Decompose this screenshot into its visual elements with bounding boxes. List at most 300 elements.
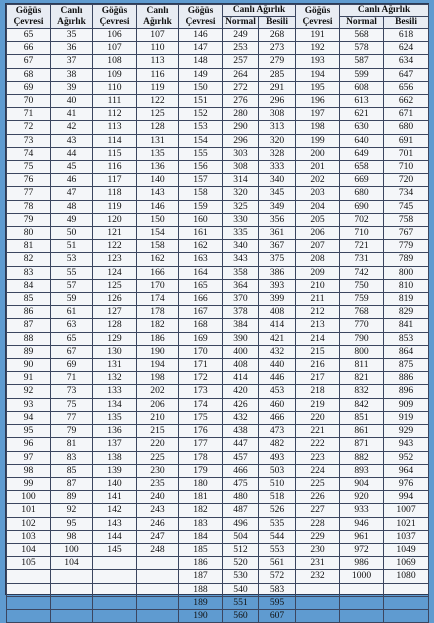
cell-chest-girth-4: 220 xyxy=(296,411,340,424)
cell-chest-girth-2: 120 xyxy=(93,213,137,226)
cell-fattened-weight-3: 296 xyxy=(259,95,296,108)
cell-chest-girth-2: 141 xyxy=(93,491,137,504)
cell-fattened-weight-3: 345 xyxy=(259,187,296,200)
cell-fattened-weight-3: 285 xyxy=(259,68,296,81)
cell-chest-girth-2 xyxy=(93,557,137,570)
cell-chest-girth-4: 192 xyxy=(296,42,340,55)
cell-live-weight-1: 71 xyxy=(51,372,93,385)
table-row xyxy=(7,372,429,385)
cell-chest-girth-3: 160 xyxy=(179,213,223,226)
cell-fattened-weight-3: 375 xyxy=(259,253,296,266)
table-row xyxy=(7,266,429,279)
cell-chest-girth-1: 100 xyxy=(7,491,51,504)
cell-live-weight-1: 85 xyxy=(51,464,93,477)
cell-fattened-weight-3: 460 xyxy=(259,398,296,411)
cell-fattened-weight-4: 929 xyxy=(384,425,429,438)
cell-fattened-weight-4: 710 xyxy=(384,161,429,174)
cell-live-weight-1: 39 xyxy=(51,81,93,94)
table-body xyxy=(7,29,429,623)
weight-table-frame xyxy=(5,3,429,621)
cell-chest-girth-4: 230 xyxy=(296,543,340,556)
cell-normal-weight-3: 257 xyxy=(223,55,259,68)
table-row xyxy=(7,240,429,253)
header-fattened-4: Besili xyxy=(384,17,429,29)
cell-chest-girth-2: 113 xyxy=(93,121,137,134)
cell-chest-girth-2: 143 xyxy=(93,517,137,530)
cell-live-weight-1: 36 xyxy=(51,42,93,55)
cell-fattened-weight-3: 361 xyxy=(259,227,296,240)
cell-live-weight-2: 174 xyxy=(137,293,179,306)
cell-chest-girth-3: 188 xyxy=(179,583,223,596)
cell-chest-girth-2: 117 xyxy=(93,174,137,187)
cell-normal-weight-3: 320 xyxy=(223,187,259,200)
cell-chest-girth-4: 195 xyxy=(296,81,340,94)
cell-chest-girth-4: 191 xyxy=(296,29,340,42)
cell-chest-girth-3: 180 xyxy=(179,477,223,490)
cell-live-weight-1: 38 xyxy=(51,68,93,81)
cell-fattened-weight-4: 886 xyxy=(384,372,429,385)
cell-fattened-weight-4: 1007 xyxy=(384,504,429,517)
cell-fattened-weight-3: 414 xyxy=(259,319,296,332)
cell-chest-girth-1: 76 xyxy=(7,174,51,187)
cell-live-weight-1: 81 xyxy=(51,438,93,451)
cell-normal-weight-3: 276 xyxy=(223,95,259,108)
table-row xyxy=(7,543,429,556)
cell-chest-girth-1: 91 xyxy=(7,372,51,385)
cell-live-weight-2 xyxy=(137,609,179,622)
cell-fattened-weight-4: 875 xyxy=(384,359,429,372)
cell-chest-girth-1: 80 xyxy=(7,227,51,240)
cell-live-weight-2: 246 xyxy=(137,517,179,530)
cell-fattened-weight-4: 656 xyxy=(384,81,429,94)
cell-normal-weight-4: 904 xyxy=(340,477,384,490)
cell-chest-girth-1: 92 xyxy=(7,385,51,398)
cell-chest-girth-2: 145 xyxy=(93,543,137,556)
cell-normal-weight-4: 742 xyxy=(340,266,384,279)
table-row xyxy=(7,477,429,490)
table-row xyxy=(7,200,429,213)
cell-fattened-weight-3: 333 xyxy=(259,161,296,174)
cell-chest-girth-3: 151 xyxy=(179,95,223,108)
cell-chest-girth-3: 187 xyxy=(179,570,223,583)
cell-live-weight-2: 210 xyxy=(137,411,179,424)
table-row xyxy=(7,108,429,121)
cell-chest-girth-2: 125 xyxy=(93,279,137,292)
cell-normal-weight-4: 933 xyxy=(340,504,384,517)
cell-normal-weight-4: 871 xyxy=(340,438,384,451)
cell-chest-girth-1: 66 xyxy=(7,42,51,55)
cell-live-weight-2: 235 xyxy=(137,477,179,490)
table-row xyxy=(7,293,429,306)
cell-chest-girth-1: 103 xyxy=(7,530,51,543)
cell-live-weight-2: 131 xyxy=(137,134,179,147)
cell-chest-girth-3: 171 xyxy=(179,359,223,372)
cell-chest-girth-2: 116 xyxy=(93,161,137,174)
cell-chest-girth-1: 94 xyxy=(7,411,51,424)
cell-chest-girth-4: 213 xyxy=(296,319,340,332)
cell-chest-girth-3: 183 xyxy=(179,517,223,530)
cell-chest-girth-1: 81 xyxy=(7,240,51,253)
cell-live-weight-1: 47 xyxy=(51,187,93,200)
cell-chest-girth-4 xyxy=(296,583,340,596)
table-row xyxy=(7,359,429,372)
cell-chest-girth-4: 229 xyxy=(296,530,340,543)
cell-chest-girth-4: 226 xyxy=(296,491,340,504)
cell-fattened-weight-3: 482 xyxy=(259,438,296,451)
cell-fattened-weight-4: 1037 xyxy=(384,530,429,543)
cell-fattened-weight-4: 1021 xyxy=(384,517,429,530)
table-row xyxy=(7,319,429,332)
cell-fattened-weight-4: 671 xyxy=(384,108,429,121)
cell-fattened-weight-4: 1080 xyxy=(384,570,429,583)
cell-normal-weight-3: 457 xyxy=(223,451,259,464)
cell-live-weight-2: 128 xyxy=(137,121,179,134)
cell-fattened-weight-4: 841 xyxy=(384,319,429,332)
cell-chest-girth-4: 206 xyxy=(296,227,340,240)
cell-normal-weight-4: 702 xyxy=(340,213,384,226)
cell-live-weight-1: 37 xyxy=(51,55,93,68)
cell-chest-girth-3: 158 xyxy=(179,187,223,200)
cell-normal-weight-3: 335 xyxy=(223,227,259,240)
cell-chest-girth-2: 129 xyxy=(93,332,137,345)
cell-chest-girth-3: 159 xyxy=(179,200,223,213)
cell-normal-weight-4: 710 xyxy=(340,227,384,240)
cell-fattened-weight-3: 320 xyxy=(259,134,296,147)
cell-live-weight-1: 75 xyxy=(51,398,93,411)
table-row xyxy=(7,609,429,622)
cell-normal-weight-4: 587 xyxy=(340,55,384,68)
cell-chest-girth-2: 127 xyxy=(93,306,137,319)
cell-live-weight-2: 135 xyxy=(137,147,179,160)
cell-chest-girth-3: 172 xyxy=(179,372,223,385)
cell-live-weight-2: 206 xyxy=(137,398,179,411)
cell-live-weight-1: 44 xyxy=(51,147,93,160)
cell-chest-girth-3: 166 xyxy=(179,293,223,306)
cell-normal-weight-4: 621 xyxy=(340,108,384,121)
cell-live-weight-2: 247 xyxy=(137,530,179,543)
cell-chest-girth-3: 152 xyxy=(179,108,223,121)
cell-live-weight-2: 182 xyxy=(137,319,179,332)
cell-chest-girth-2: 131 xyxy=(93,359,137,372)
cell-normal-weight-3: 414 xyxy=(223,372,259,385)
cell-chest-girth-2 xyxy=(93,596,137,609)
cell-chest-girth-1 xyxy=(7,596,51,609)
cell-chest-girth-4: 205 xyxy=(296,213,340,226)
cell-chest-girth-2: 130 xyxy=(93,345,137,358)
cell-normal-weight-4: 972 xyxy=(340,543,384,556)
cell-fattened-weight-3: 328 xyxy=(259,147,296,160)
cell-normal-weight-4: 920 xyxy=(340,491,384,504)
cell-live-weight-1: 59 xyxy=(51,293,93,306)
table-row xyxy=(7,438,429,451)
header-normal-4: Normal xyxy=(340,17,384,29)
cell-chest-girth-1: 95 xyxy=(7,425,51,438)
cell-normal-weight-3: 378 xyxy=(223,306,259,319)
cell-chest-girth-3: 165 xyxy=(179,279,223,292)
cell-live-weight-1: 55 xyxy=(51,266,93,279)
cell-fattened-weight-4: 1049 xyxy=(384,543,429,556)
cell-normal-weight-3: 466 xyxy=(223,464,259,477)
table-row xyxy=(7,227,429,240)
cell-fattened-weight-3: 446 xyxy=(259,372,296,385)
cell-chest-girth-2: 132 xyxy=(93,372,137,385)
cell-live-weight-1: 57 xyxy=(51,279,93,292)
cell-live-weight-1: 51 xyxy=(51,240,93,253)
cell-chest-girth-3: 153 xyxy=(179,121,223,134)
cell-live-weight-1: 77 xyxy=(51,411,93,424)
cell-fattened-weight-4: 896 xyxy=(384,385,429,398)
cell-fattened-weight-4: 976 xyxy=(384,477,429,490)
cell-fattened-weight-3: 313 xyxy=(259,121,296,134)
cell-fattened-weight-3: 473 xyxy=(259,425,296,438)
cell-normal-weight-3: 249 xyxy=(223,29,259,42)
cell-normal-weight-4: 851 xyxy=(340,411,384,424)
table-row xyxy=(7,121,429,134)
cell-normal-weight-3: 520 xyxy=(223,557,259,570)
cell-live-weight-1: 79 xyxy=(51,425,93,438)
cell-chest-girth-4: 200 xyxy=(296,147,340,160)
cell-normal-weight-3: 390 xyxy=(223,332,259,345)
cell-live-weight-2: 150 xyxy=(137,213,179,226)
cell-fattened-weight-4: 691 xyxy=(384,134,429,147)
cell-chest-girth-4: 194 xyxy=(296,68,340,81)
header-live-weight-1: Canlı Ağırlık xyxy=(51,5,93,29)
cell-live-weight-2: 194 xyxy=(137,359,179,372)
cell-chest-girth-1: 83 xyxy=(7,266,51,279)
cell-normal-weight-4: 750 xyxy=(340,279,384,292)
cell-normal-weight-4: 821 xyxy=(340,372,384,385)
cell-live-weight-1: 98 xyxy=(51,530,93,543)
cell-fattened-weight-4: 909 xyxy=(384,398,429,411)
table-row xyxy=(7,570,429,583)
header-normal-3: Normal xyxy=(223,17,259,29)
cell-normal-weight-4: 599 xyxy=(340,68,384,81)
cell-fattened-weight-3: 572 xyxy=(259,570,296,583)
cell-normal-weight-4: 770 xyxy=(340,319,384,332)
cell-normal-weight-3: 420 xyxy=(223,385,259,398)
cell-fattened-weight-3: 493 xyxy=(259,451,296,464)
cell-fattened-weight-4: 779 xyxy=(384,240,429,253)
cell-normal-weight-3: 370 xyxy=(223,293,259,306)
table-row xyxy=(7,583,429,596)
table-row xyxy=(7,279,429,292)
cell-chest-girth-4: 228 xyxy=(296,517,340,530)
cell-live-weight-2: 119 xyxy=(137,81,179,94)
cell-fattened-weight-3: 518 xyxy=(259,491,296,504)
cell-chest-girth-1: 84 xyxy=(7,279,51,292)
cell-chest-girth-1: 70 xyxy=(7,95,51,108)
cell-chest-girth-4: 201 xyxy=(296,161,340,174)
cell-fattened-weight-4: 767 xyxy=(384,227,429,240)
cell-normal-weight-3: 480 xyxy=(223,491,259,504)
cell-fattened-weight-3: 432 xyxy=(259,345,296,358)
cell-chest-girth-2: 110 xyxy=(93,81,137,94)
cell-chest-girth-4: 218 xyxy=(296,385,340,398)
cell-live-weight-1: 46 xyxy=(51,174,93,187)
cell-chest-girth-1: 74 xyxy=(7,147,51,160)
cell-normal-weight-3: 296 xyxy=(223,134,259,147)
cell-fattened-weight-3: 421 xyxy=(259,332,296,345)
cell-live-weight-2 xyxy=(137,583,179,596)
table-row xyxy=(7,517,429,530)
cell-fattened-weight-3: 386 xyxy=(259,266,296,279)
cell-normal-weight-3: 253 xyxy=(223,42,259,55)
cell-live-weight-1: 41 xyxy=(51,108,93,121)
cell-live-weight-2 xyxy=(137,557,179,570)
cell-fattened-weight-3: 279 xyxy=(259,55,296,68)
cell-fattened-weight-4: 829 xyxy=(384,306,429,319)
cell-chest-girth-3: 167 xyxy=(179,306,223,319)
cell-fattened-weight-4: 1069 xyxy=(384,557,429,570)
table-row xyxy=(7,306,429,319)
cell-normal-weight-4: 861 xyxy=(340,425,384,438)
cell-normal-weight-3: 364 xyxy=(223,279,259,292)
cell-chest-girth-1: 93 xyxy=(7,398,51,411)
cell-normal-weight-3: 325 xyxy=(223,200,259,213)
cell-chest-girth-1: 68 xyxy=(7,68,51,81)
cell-chest-girth-1: 65 xyxy=(7,29,51,42)
cell-normal-weight-4: 790 xyxy=(340,332,384,345)
cell-fattened-weight-4: 800 xyxy=(384,266,429,279)
cell-chest-girth-3: 169 xyxy=(179,332,223,345)
cell-chest-girth-2 xyxy=(93,583,137,596)
cell-live-weight-2: 125 xyxy=(137,108,179,121)
cell-chest-girth-4: 212 xyxy=(296,306,340,319)
cell-chest-girth-1: 97 xyxy=(7,451,51,464)
cell-chest-girth-1: 69 xyxy=(7,81,51,94)
cell-chest-girth-1: 87 xyxy=(7,319,51,332)
cell-normal-weight-4 xyxy=(340,609,384,622)
cell-normal-weight-4: 842 xyxy=(340,398,384,411)
cell-live-weight-1: 53 xyxy=(51,253,93,266)
cell-fattened-weight-4: 624 xyxy=(384,42,429,55)
cell-chest-girth-4: 227 xyxy=(296,504,340,517)
cell-chest-girth-1: 105 xyxy=(7,557,51,570)
cell-normal-weight-3: 340 xyxy=(223,240,259,253)
cell-live-weight-1 xyxy=(51,609,93,622)
cell-chest-girth-4: 215 xyxy=(296,345,340,358)
cell-chest-girth-1: 96 xyxy=(7,438,51,451)
cell-chest-girth-2: 135 xyxy=(93,411,137,424)
cell-fattened-weight-4: 618 xyxy=(384,29,429,42)
cell-normal-weight-3: 384 xyxy=(223,319,259,332)
table-row xyxy=(7,55,429,68)
cell-chest-girth-1 xyxy=(7,583,51,596)
cell-fattened-weight-3: 583 xyxy=(259,583,296,596)
cell-live-weight-1: 45 xyxy=(51,161,93,174)
cell-chest-girth-2: 140 xyxy=(93,477,137,490)
cell-chest-girth-2: 136 xyxy=(93,425,137,438)
cell-fattened-weight-3: 273 xyxy=(259,42,296,55)
cell-chest-girth-2: 115 xyxy=(93,147,137,160)
cell-live-weight-2: 186 xyxy=(137,332,179,345)
cell-fattened-weight-3: 268 xyxy=(259,29,296,42)
cell-chest-girth-1: 79 xyxy=(7,213,51,226)
table-row xyxy=(7,147,429,160)
cell-normal-weight-3: 530 xyxy=(223,570,259,583)
cell-chest-girth-2 xyxy=(93,609,137,622)
cell-chest-girth-1: 90 xyxy=(7,359,51,372)
cell-chest-girth-4: 214 xyxy=(296,332,340,345)
cell-live-weight-1: 48 xyxy=(51,200,93,213)
cell-chest-girth-2: 144 xyxy=(93,530,137,543)
cell-normal-weight-3: 438 xyxy=(223,425,259,438)
cell-normal-weight-4: 640 xyxy=(340,134,384,147)
cell-fattened-weight-3: 526 xyxy=(259,504,296,517)
table-row xyxy=(7,530,429,543)
cell-fattened-weight-3: 308 xyxy=(259,108,296,121)
cell-chest-girth-4: 207 xyxy=(296,240,340,253)
cell-live-weight-1: 104 xyxy=(51,557,93,570)
header-fattened-3: Besili xyxy=(259,17,296,29)
table-row xyxy=(7,504,429,517)
cell-normal-weight-3: 264 xyxy=(223,68,259,81)
cell-chest-girth-4: 224 xyxy=(296,464,340,477)
cell-normal-weight-3: 408 xyxy=(223,359,259,372)
cell-live-weight-1: 67 xyxy=(51,345,93,358)
cell-live-weight-2: 215 xyxy=(137,425,179,438)
table-row xyxy=(7,596,429,609)
cell-fattened-weight-4: 720 xyxy=(384,174,429,187)
cell-chest-girth-2: 112 xyxy=(93,108,137,121)
cell-live-weight-1: 92 xyxy=(51,504,93,517)
cell-live-weight-1: 73 xyxy=(51,385,93,398)
cell-chest-girth-4: 216 xyxy=(296,359,340,372)
cell-normal-weight-3: 487 xyxy=(223,504,259,517)
cell-chest-girth-2: 138 xyxy=(93,451,137,464)
table-row xyxy=(7,464,429,477)
cell-live-weight-2: 220 xyxy=(137,438,179,451)
cell-fattened-weight-4: 853 xyxy=(384,332,429,345)
cell-fattened-weight-3: 595 xyxy=(259,596,296,609)
cell-normal-weight-3: 358 xyxy=(223,266,259,279)
cell-fattened-weight-3: 367 xyxy=(259,240,296,253)
table-row xyxy=(7,95,429,108)
cell-live-weight-2: 116 xyxy=(137,68,179,81)
cell-fattened-weight-4: 919 xyxy=(384,411,429,424)
cell-live-weight-1: 69 xyxy=(51,359,93,372)
cell-live-weight-1: 61 xyxy=(51,306,93,319)
cell-normal-weight-4: 986 xyxy=(340,557,384,570)
table-row xyxy=(7,491,429,504)
cell-normal-weight-4: 649 xyxy=(340,147,384,160)
table-row xyxy=(7,253,429,266)
cell-chest-girth-2: 124 xyxy=(93,266,137,279)
cell-fattened-weight-3: 356 xyxy=(259,213,296,226)
cell-fattened-weight-3: 553 xyxy=(259,543,296,556)
cell-chest-girth-3: 154 xyxy=(179,134,223,147)
cell-fattened-weight-3: 349 xyxy=(259,200,296,213)
table-row xyxy=(7,332,429,345)
cell-chest-girth-4: 197 xyxy=(296,108,340,121)
cell-normal-weight-3: 540 xyxy=(223,583,259,596)
cell-chest-girth-3: 185 xyxy=(179,543,223,556)
cell-chest-girth-3: 184 xyxy=(179,530,223,543)
cell-live-weight-1: 87 xyxy=(51,477,93,490)
cell-chest-girth-1 xyxy=(7,570,51,583)
cell-chest-girth-4: 203 xyxy=(296,187,340,200)
cell-live-weight-1: 50 xyxy=(51,227,93,240)
cell-normal-weight-3: 551 xyxy=(223,596,259,609)
cell-chest-girth-1: 67 xyxy=(7,55,51,68)
cell-live-weight-1: 63 xyxy=(51,319,93,332)
cell-live-weight-2: 243 xyxy=(137,504,179,517)
cell-chest-girth-4: 208 xyxy=(296,253,340,266)
cell-chest-girth-3: 161 xyxy=(179,227,223,240)
cell-chest-girth-3: 148 xyxy=(179,55,223,68)
cell-live-weight-2: 146 xyxy=(137,200,179,213)
cell-live-weight-2: 158 xyxy=(137,240,179,253)
